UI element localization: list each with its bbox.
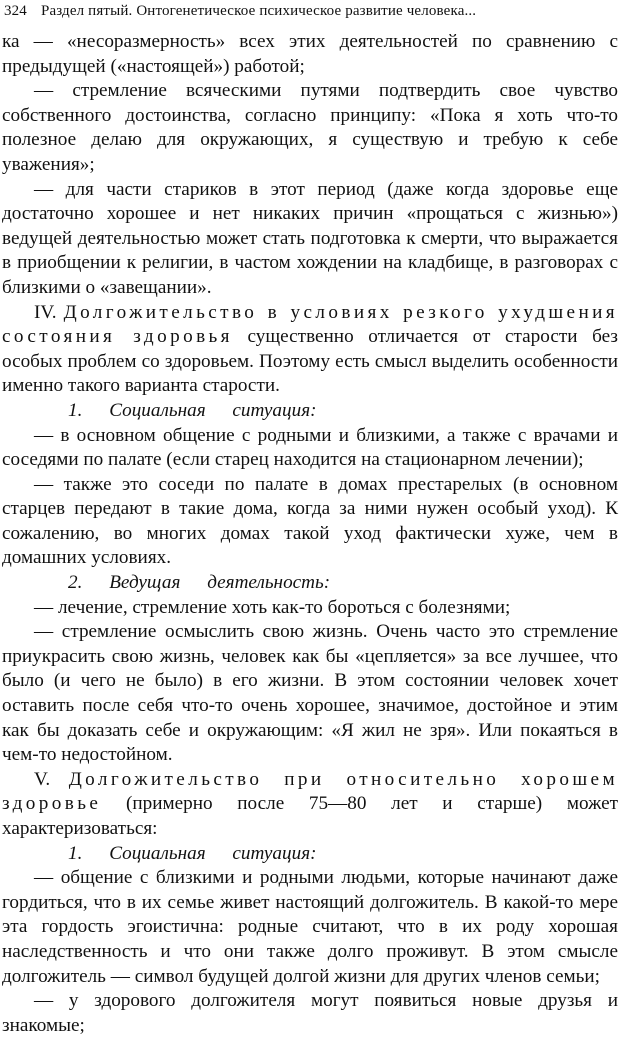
paragraph: — у здорового долгожителя могут появиться новые друзья и знакомые;	[2, 990, 618, 1036]
running-header	[2, 0, 618, 30]
section-heading-spaced: Долгожительство при относительно хорошем здоровье	[2, 768, 618, 815]
section-v-paragraph	[2, 768, 618, 842]
paragraph: — лечение, стремление хоть как-то бороться с болезнями;	[34, 596, 511, 618]
paragraph: ка — «несоразмерность» всех этих деятельностей по сравнению с предыдущей («настоящей») работой;	[2, 31, 618, 77]
subheading: 2. Ведущая деятельность:	[68, 572, 331, 594]
subheading: 1. Социальная ситуация:	[68, 842, 317, 864]
subheading: 1. Социальная ситуация:	[68, 399, 317, 421]
body-text	[2, 30, 618, 1038]
section-iv-paragraph	[2, 301, 618, 399]
paragraph: — общение с близкими и родными людьми, которые начинают даже гордиться, что в их семье живет настоящий долгожитель. В какой-то мере эта гордость эгоистична: родные считают, что в их роду хорошая наследственность и что они также долго проживут. В этом смысле долгожитель — символ будущей долгой жизни для других членов семьи;	[2, 867, 618, 987]
section-text: существенно отличается от старости без особых проблем со здоровьем. Поэтому есть смысл выделить особенности именно такого варианта старости.	[2, 326, 618, 397]
section-heading-spaced: Долгожительство в условиях резкого ухудшения состояния здоровья	[2, 301, 619, 348]
paragraph: — в основном общение с родными и близкими, а также с врачами и соседями по палате (если старец находится на стационарном лечении);	[2, 424, 618, 471]
section-text: (примерно после 75—80 лет и старше) может характеризоваться:	[2, 793, 618, 839]
paragraph: — для части стариков в этот период (даже когда здоровье еще достаточно хорошее и нет никаких причин «прощаться с жизнью») ведущей деятельностью может стать подготовка к смерти, что выражается в приобщении к религии, в частом хождении на кладбище, в разговорах с близкими о «завещании».	[2, 178, 618, 298]
section-number: IV.	[34, 301, 57, 323]
running-title: Раздел пятый. Онтогенетическое психическое развитие человека...	[40, 3, 477, 19]
paragraph: — стремление осмыслить свою жизнь. Очень часто это стремление приукрасить свою жизнь, человек как бы «цепляется» за все лучшее, что было (и чего не было) в его жизни. В этом состоянии человек хочет оставить после себя что-то очень хорошее, значимое, достойное и этим как бы доказать себе и окружающим: «Я жил не зря». Или покаяться в чем-то недостойном.	[2, 621, 618, 766]
section-number: V.	[34, 768, 51, 790]
page-number: 324	[4, 3, 27, 19]
paragraph: — также это соседи по палате в домах престарелых (в основном старцев передают в такие дома, когда за ними нужен особый уход). К сожалению, во многих домах такой уход фактически хуже, чем в домашних условиях.	[2, 473, 618, 569]
paragraph: — стремление всяческими путями подтвердить свое чувство собственного достоинства, согласно принципу: «Пока я хоть что-то полезное делаю для окружающих, я существую и требую к себе уважения»;	[2, 80, 618, 175]
